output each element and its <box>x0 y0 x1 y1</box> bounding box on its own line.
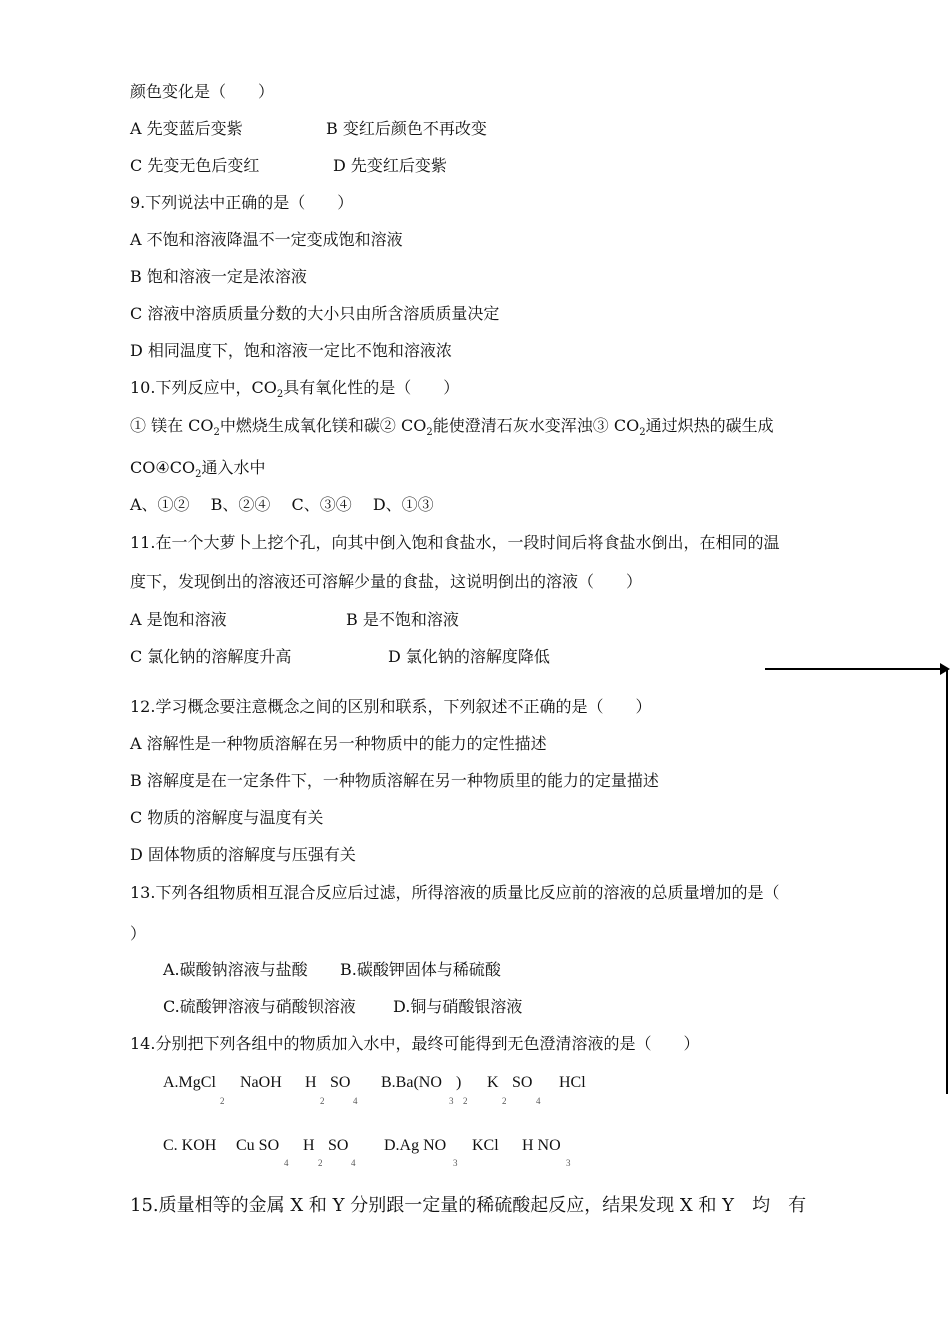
question-13-line1: 13.下列各组物质相互混合反应后过滤，所得溶液的质量比反应前的溶液的总质量增加的是（ <box>130 883 780 902</box>
question-11-line2: 度下，发现倒出的溶液还可溶解少量的食盐，这说明倒出的溶液（ ） <box>130 572 643 591</box>
subscript: 2 <box>639 427 646 438</box>
q10-statements-line2 <box>130 458 265 481</box>
q10-s2: 中燃烧生成氧化镁和碳② CO <box>219 416 427 435</box>
q10-s4: 通过炽热的碳生成 <box>645 416 774 435</box>
q8-option-c: C 先变无色后变红 <box>130 156 260 175</box>
q10-text-b: 具有氧化性的是（ ） <box>283 378 460 397</box>
question-8-stem-end: 颜色变化是（ ） <box>130 82 275 101</box>
subscript: 2 <box>426 427 433 438</box>
q9-option-b: B 饱和溶液一定是浓溶液 <box>130 267 307 286</box>
q14-b-paren: ) <box>456 1074 462 1091</box>
q10-s1: ① 镁在 CO <box>130 416 214 435</box>
q12-option-a: A 溶解性是一种物质溶解在另一种物质中的能力的定性描述 <box>130 734 547 753</box>
q11-option-b: B 是不饱和溶液 <box>346 610 459 629</box>
q14-c-koh: C. KOH <box>163 1137 217 1154</box>
q9-option-c: C 溶液中溶质质量分数的大小只由所含溶质质量决定 <box>130 304 500 323</box>
question-12: 12.学习概念要注意概念之间的区别和联系，下列叙述不正确的是（ ） <box>130 697 652 716</box>
q14-b-so: SO <box>512 1074 533 1091</box>
margin-arrow-line <box>765 668 943 670</box>
subscript: 2 <box>276 389 284 400</box>
q14-a-h: H <box>305 1074 317 1091</box>
q10-s3: 能使澄清石灰水变浑浊③ CO <box>432 416 640 435</box>
q14-a-naoh: NaOH <box>240 1074 282 1091</box>
q13-option-c: C.硫酸钾溶液与硝酸钡溶液 <box>163 997 356 1016</box>
q14-c-cuso: Cu SO <box>236 1137 280 1154</box>
q9-option-a: A 不饱和溶液降温不一定变成饱和溶液 <box>130 230 403 249</box>
q13-option-d: D.铜与硝酸银溶液 <box>393 997 523 1016</box>
subscript: 2 <box>502 1096 507 1106</box>
q14-d-hno: H NO <box>522 1137 561 1154</box>
q10-text-a: 10.下列反应中，CO <box>130 378 277 397</box>
question-9: 9.下列说法中正确的是（ ） <box>130 193 354 212</box>
q11-option-a: A 是饱和溶液 <box>130 610 227 629</box>
q10-statements-line1 <box>130 416 774 439</box>
q8-option-d: D 先变红后变紫 <box>333 156 447 175</box>
q14-d-agno: D.Ag NO <box>384 1137 447 1154</box>
subscript: 4 <box>351 1158 356 1168</box>
margin-vertical-line <box>946 668 948 1094</box>
q14-a-mgcl: A.MgCl <box>163 1074 216 1091</box>
subscript: 2 <box>195 469 202 480</box>
q13-option-b: B.碳酸钾固体与稀硫酸 <box>340 960 501 979</box>
q8-option-a: A 先变蓝后变紫 <box>130 119 243 138</box>
question-11-line1: 11.在一个大萝卜上挖个孔，向其中倒入饱和食盐水，一段时间后将食盐水倒出，在相同的温 <box>130 533 780 552</box>
subscript: 2 <box>213 427 220 438</box>
q12-option-c: C 物质的溶解度与温度有关 <box>130 808 324 827</box>
question-15: 15.质量相等的金属 X 和 Y 分别跟一定量的稀硫酸起反应，结果发现 X 和 Y 均 有 <box>130 1195 807 1216</box>
q11-option-c: C 氯化钠的溶解度升高 <box>130 647 292 666</box>
q14-b-hcl: HCl <box>559 1074 586 1091</box>
q14-c-so: SO <box>328 1137 349 1154</box>
q9-option-d: D 相同温度下，饱和溶液一定比不饱和溶液浓 <box>130 341 452 360</box>
q14-b-bano: B.Ba(NO <box>381 1074 442 1091</box>
subscript: 4 <box>284 1158 289 1168</box>
q14-b-k: K <box>487 1074 499 1091</box>
subscript: 3 <box>449 1096 454 1106</box>
q13-option-a: A.碳酸钠溶液与盐酸 <box>163 960 308 979</box>
q10-options: A、①② B、②④ C、③④ D、①③ <box>130 495 434 514</box>
subscript: 2 <box>220 1096 225 1106</box>
q12-option-b: B 溶解度是在一定条件下，一种物质溶解在另一种物质里的能力的定量描述 <box>130 771 659 790</box>
subscript: 4 <box>353 1096 358 1106</box>
q14-d-kcl: KCl <box>472 1137 499 1154</box>
question-10 <box>130 378 459 401</box>
q8-option-b: B 变红后颜色不再改变 <box>326 119 487 138</box>
arrow-head-icon <box>940 663 950 675</box>
q10-s5: CO④CO <box>130 458 196 477</box>
subscript: 4 <box>536 1096 541 1106</box>
q11-option-d: D 氯化钠的溶解度降低 <box>388 647 550 666</box>
question-13-line2: ） <box>130 924 147 943</box>
subscript: 2 <box>463 1096 468 1106</box>
q10-s6: 通入水中 <box>201 458 266 477</box>
subscript: 2 <box>318 1158 323 1168</box>
subscript: 3 <box>566 1158 571 1168</box>
q12-option-d: D 固体物质的溶解度与压强有关 <box>130 845 356 864</box>
subscript: 3 <box>453 1158 458 1168</box>
question-14: 14.分别把下列各组中的物质加入水中，最终可能得到无色澄清溶液的是（ ） <box>130 1034 700 1053</box>
subscript: 2 <box>320 1096 325 1106</box>
q14-a-so: SO <box>330 1074 351 1091</box>
q14-c-h: H <box>303 1137 315 1154</box>
